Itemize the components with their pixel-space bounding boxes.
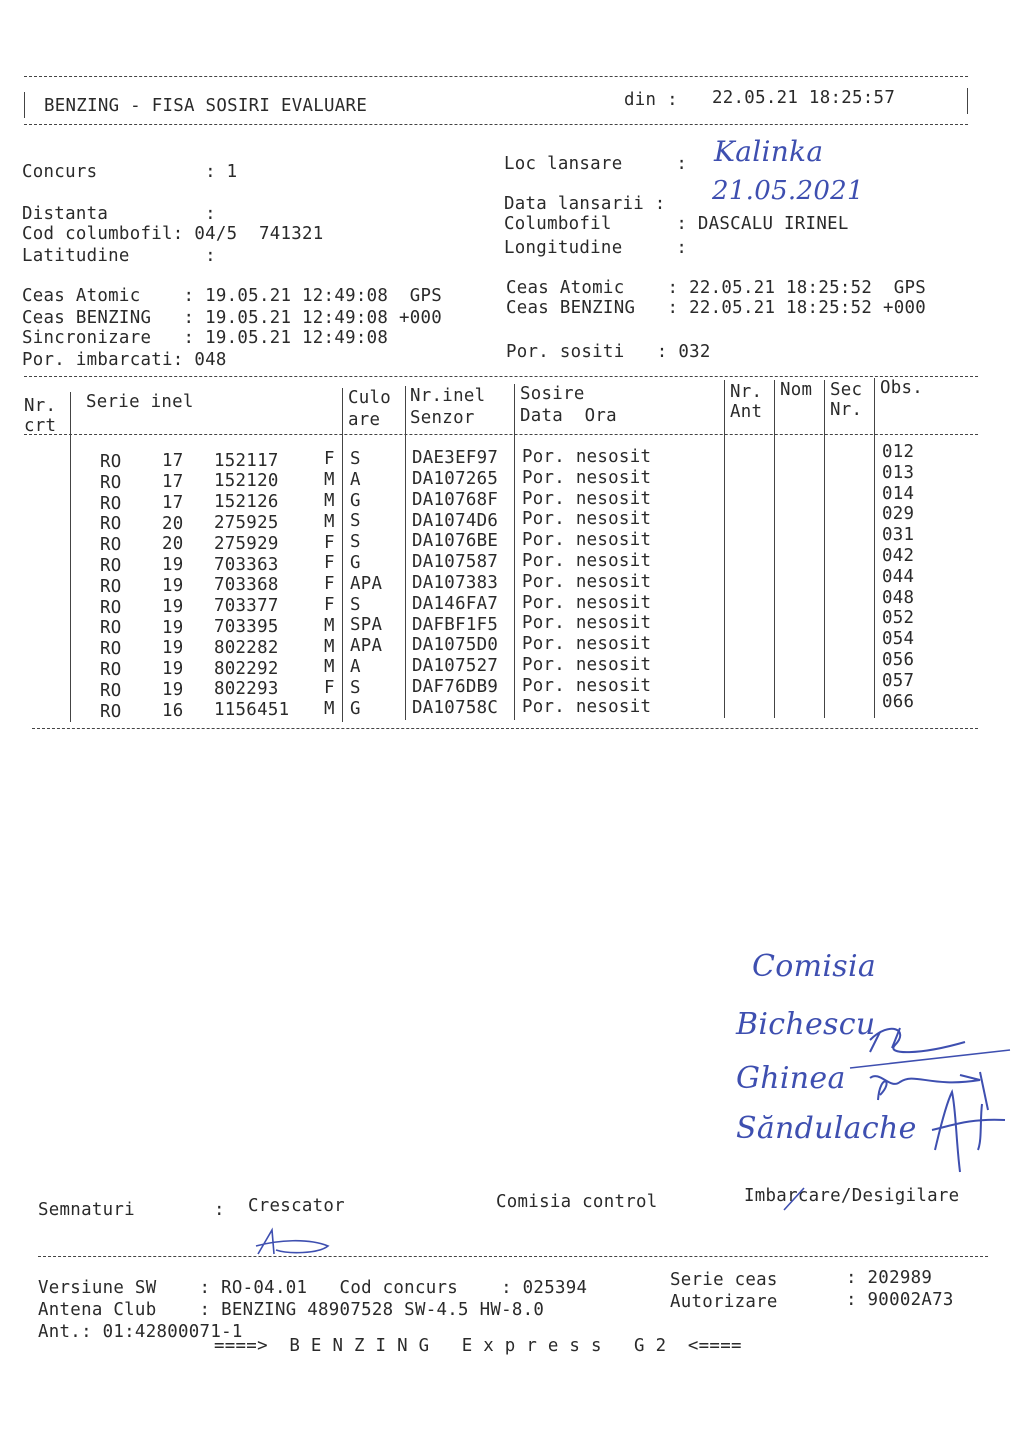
imbarcare-label: Imbarcare/Desigilare: [744, 1186, 960, 1206]
ceas-benzing-end: Ceas BENZING : 22.05.21 18:25:52 +000: [506, 298, 927, 318]
cell-senzor: DAE3EF97: [412, 448, 499, 469]
cell-senzor: DA146FA7: [412, 593, 499, 614]
cell-nr-inel: 152126: [214, 492, 279, 513]
report-date-label: din :: [624, 90, 678, 110]
cell-sosire: Por. nesosit: [522, 634, 652, 655]
col-data-ora: Data Ora: [520, 406, 617, 426]
serie-ceas-value: : 202989: [846, 1268, 933, 1288]
loc-lansare-handwritten: Kalinka: [714, 135, 824, 168]
cell-nr-inel: 703363: [214, 554, 279, 575]
sep-culo: [342, 388, 343, 722]
cell-an: 19: [162, 576, 184, 597]
cell-nr-inel: 802282: [214, 637, 279, 658]
loc-lansare-label: Loc lansare :: [504, 154, 688, 174]
cell-nr-inel: 703368: [214, 575, 279, 596]
cell-sosire: Por. nesosit: [522, 592, 652, 613]
semnaturi-colon: :: [214, 1200, 225, 1220]
col-senzor: Senzor: [410, 408, 475, 428]
cell-sosire: Por. nesosit: [522, 509, 652, 530]
col-culo: Culo: [348, 388, 392, 408]
cell-culoare: APA: [350, 636, 383, 657]
cell-an: 16: [162, 700, 184, 721]
concurs-field: Concurs : 1: [22, 162, 238, 182]
cell-tara: RO: [100, 535, 122, 556]
cell-nr-inel: 152117: [214, 450, 279, 471]
cell-nr-inel: 703395: [214, 617, 279, 638]
cell-senzor: DA107383: [412, 573, 499, 594]
cell-obs: 056: [882, 650, 915, 670]
cell-tara: RO: [100, 618, 122, 639]
cell-an: 19: [162, 638, 184, 659]
cell-sex: F: [324, 553, 335, 574]
cell-an: 17: [162, 472, 184, 493]
cell-obs: 031: [882, 525, 915, 546]
latitudine-field: Latitudine :: [22, 246, 216, 266]
cell-culoare: S: [350, 532, 361, 553]
ceas-atomic-end: Ceas Atomic : 22.05.21 18:25:52 GPS: [506, 278, 927, 298]
col-nr-inel: Nr.inel: [410, 386, 486, 406]
cell-sex: F: [324, 678, 335, 699]
benzing-banner: ====> B E N Z I N G E x p r e s s G 2 <====: [214, 1336, 742, 1356]
cell-tara: RO: [100, 701, 122, 722]
cell-nr-inel: 1156451: [214, 700, 290, 721]
cell-tara: RO: [100, 493, 122, 514]
cell-culoare: S: [350, 511, 361, 532]
cell-sosire: Por. nesosit: [522, 654, 652, 675]
member-1-handwritten: Bichescu: [736, 1007, 876, 1042]
cell-sex: F: [324, 594, 335, 615]
antena-club: Antena Club : BENZING 48907528 SW-4.5 HW-8.0: [38, 1300, 545, 1320]
cell-tara: RO: [100, 514, 122, 535]
cell-tara: RO: [100, 556, 122, 576]
por-sositi-field: Por. sositi : 032: [506, 342, 711, 362]
ceas-benzing-start: Ceas BENZING : 19.05.21 12:49:08 +000: [22, 308, 443, 328]
cell-sosire: Por. nesosit: [522, 696, 652, 717]
cell-sex: M: [324, 636, 335, 657]
cell-nr-inel: 275929: [214, 533, 279, 554]
imbarcare-strike: [780, 1184, 810, 1214]
table-header-rule: [24, 434, 978, 435]
footer-top-rule: [38, 1256, 988, 1257]
cell-an: 19: [162, 659, 184, 680]
crescator-label: Crescator: [248, 1196, 345, 1216]
report-title: BENZING - FISA SOSIRI EVALUARE: [44, 96, 368, 116]
cell-senzor: DA1076BE: [412, 531, 499, 552]
cell-senzor: DAF76DB9: [412, 677, 499, 698]
cell-culoare: SPA: [350, 615, 383, 636]
cell-an: 20: [162, 513, 184, 534]
data-lansarii-handwritten: 21.05.2021: [712, 176, 864, 206]
por-imbarcati-field: Por. imbarcati: 048: [22, 350, 227, 370]
cell-nr-inel: 802292: [214, 658, 279, 679]
col-sosire: Sosire: [520, 384, 585, 404]
cell-nr-inel: 275925: [214, 513, 279, 534]
sep-ant: [724, 380, 725, 718]
longitudine-field: Longitudine :: [504, 238, 688, 258]
cell-sex: M: [324, 657, 335, 678]
columbofil-field: Columbofil : DASCALU IRINEL: [504, 214, 849, 234]
cell-an: 20: [162, 534, 184, 555]
cell-nr-inel: 802293: [214, 679, 279, 700]
col-nr-ant: Nr.: [730, 382, 763, 402]
cell-tara: RO: [100, 597, 122, 618]
cell-culoare: APA: [350, 573, 383, 594]
cell-culoare: G: [350, 490, 361, 511]
cell-culoare: S: [350, 677, 361, 698]
autorizare-label: Autorizare: [670, 1292, 778, 1312]
cell-an: 19: [162, 596, 184, 617]
cell-sex: F: [324, 449, 335, 470]
cell-culoare: A: [350, 469, 361, 490]
commission-signatures: [720, 1000, 1020, 1200]
col-are: are: [348, 410, 381, 430]
table-top-rule: [24, 376, 978, 377]
col-nom: Nom: [780, 380, 813, 400]
col-sec: Sec: [830, 380, 863, 400]
header-right-border: [967, 88, 968, 114]
cell-sex: F: [324, 574, 335, 595]
ceas-atomic-start: Ceas Atomic : 19.05.21 12:49:08 GPS: [22, 286, 443, 306]
cell-senzor: DA107527: [412, 656, 499, 677]
cell-sex: M: [324, 698, 335, 719]
cell-tara: RO: [100, 660, 122, 680]
cell-tara: RO: [100, 576, 122, 597]
sep-obs: [874, 378, 875, 718]
cod-columbofil-field: Cod columbofil: 04/5 741321: [22, 224, 324, 244]
sep-sec: [824, 380, 825, 718]
cell-sex: M: [324, 511, 335, 532]
cell-obs: 066: [882, 691, 915, 712]
autorizare-value: : 90002A73: [846, 1290, 954, 1310]
semnaturi-label: Semnaturi: [38, 1200, 135, 1220]
header-top-rule: [24, 76, 968, 77]
sep-nom: [774, 380, 775, 718]
cell-obs: 054: [882, 629, 915, 650]
cell-senzor: DA1074D6: [412, 510, 499, 531]
col-crt: crt: [24, 416, 57, 436]
col-ant: Ant: [730, 402, 763, 422]
crescator-signature: [248, 1224, 348, 1264]
cell-an: 17: [162, 492, 184, 513]
cell-senzor: DAFBF1F5: [412, 614, 499, 635]
sep-crt: [70, 392, 71, 722]
sep-senzor: [405, 386, 406, 720]
comisia-control-label: Comisia control: [496, 1192, 658, 1212]
comisia-handwritten: Comisia: [752, 949, 877, 984]
cell-sosire: Por. nesosit: [522, 613, 652, 634]
cell-sosire: Por. nesosit: [522, 675, 652, 696]
cell-obs: 042: [882, 546, 915, 566]
cell-nr-inel: 152120: [214, 471, 279, 492]
cell-tara: RO: [100, 472, 122, 493]
cell-tara: RO: [100, 680, 122, 701]
member-3-handwritten: Săndulache: [736, 1111, 917, 1146]
versiune-sw: Versiune SW : RO-04.01 Cod concurs : 025394: [38, 1278, 588, 1298]
cell-obs: 029: [882, 504, 915, 525]
cell-sosire: Por. nesosit: [522, 530, 652, 551]
cell-senzor: DA107265: [412, 469, 499, 490]
cell-sex: M: [324, 490, 335, 511]
cell-obs: 012: [882, 442, 915, 462]
cell-sosire: Por. nesosit: [522, 550, 652, 571]
serie-ceas-label: Serie ceas: [670, 1270, 778, 1290]
col-serie-inel: Serie inel: [86, 392, 194, 412]
cell-obs: 052: [882, 608, 915, 629]
cell-an: 17: [162, 451, 184, 472]
cell-tara: RO: [100, 639, 122, 660]
cell-sosire: Por. nesosit: [522, 571, 652, 592]
cell-obs: 013: [882, 462, 915, 483]
cell-senzor: DA10758C: [412, 697, 499, 718]
distanta-field: Distanta :: [22, 204, 216, 224]
sep-sosire: [514, 384, 515, 720]
cell-culoare: A: [350, 657, 361, 677]
cell-obs: 014: [882, 483, 915, 504]
cell-culoare: S: [350, 449, 361, 469]
cell-sosire: Por. nesosit: [522, 488, 652, 509]
antena-id: Ant.: 01:42800071-1: [38, 1322, 243, 1342]
table-bottom-rule: [32, 728, 978, 729]
cell-sex: M: [324, 615, 335, 636]
cell-sosire: Por. nesosit: [522, 446, 652, 467]
cell-obs: 048: [882, 587, 915, 608]
cell-senzor: DA1075D0: [412, 635, 499, 656]
col-obs: Obs.: [880, 378, 924, 398]
cell-sex: F: [324, 532, 335, 553]
cell-senzor: DA10768F: [412, 489, 499, 510]
sincronizare-field: Sincronizare : 19.05.21 12:49:08: [22, 328, 389, 348]
cell-culoare: S: [350, 594, 361, 615]
col-nr: Nr.: [24, 396, 57, 416]
data-lansarii-label: Data lansarii :: [504, 194, 666, 214]
report-date: 22.05.21 18:25:57: [712, 88, 896, 108]
cell-sosire: Por. nesosit: [522, 467, 652, 488]
header-left-border: [24, 92, 25, 118]
cell-an: 19: [162, 617, 184, 638]
header-bottom-rule: [24, 124, 968, 125]
cell-an: 19: [162, 680, 184, 701]
member-2-handwritten: Ghinea: [736, 1061, 846, 1096]
cell-sex: M: [324, 470, 335, 491]
cell-culoare: G: [350, 553, 361, 573]
cell-an: 19: [162, 555, 184, 576]
cell-nr-inel: 703377: [214, 596, 279, 617]
cell-tara: RO: [100, 452, 122, 472]
col-sec-nr: Nr.: [830, 400, 863, 420]
cell-obs: 044: [882, 566, 915, 587]
cell-senzor: DA107587: [412, 552, 499, 573]
cell-culoare: G: [350, 698, 361, 719]
cell-obs: 057: [882, 670, 915, 691]
